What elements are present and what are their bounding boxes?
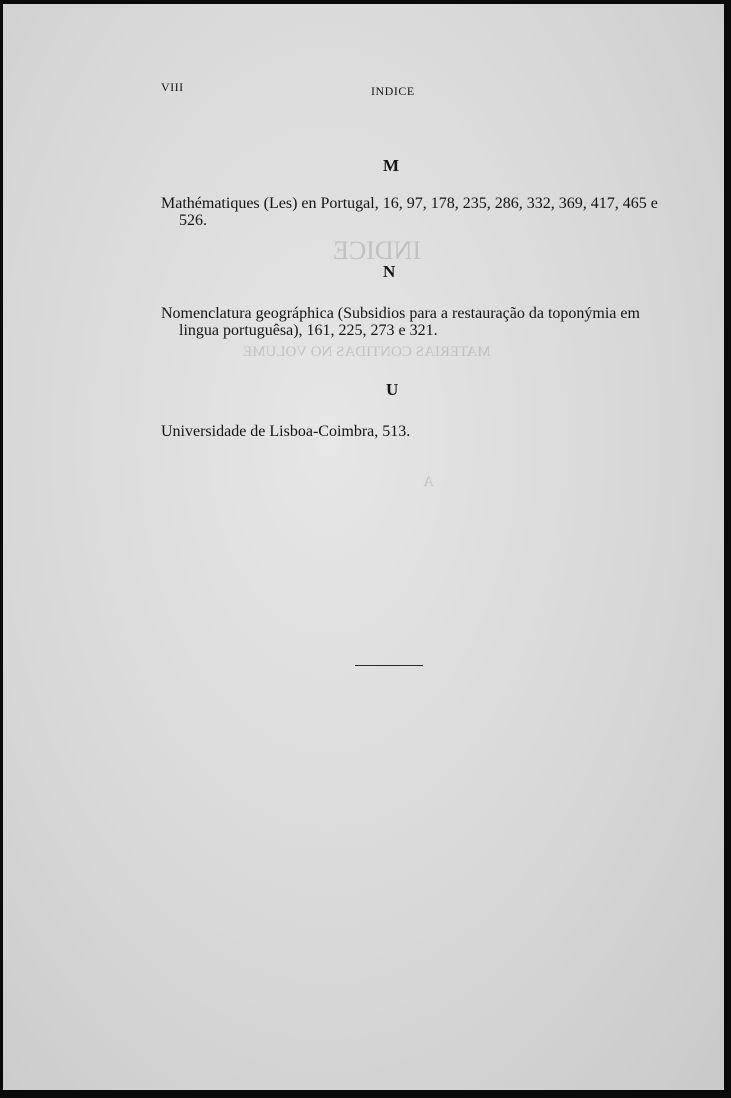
show-through-decoration: MATERIAS CONTIDAS NO VOLUME bbox=[243, 344, 491, 360]
show-through-decoration bbox=[163, 574, 167, 591]
section-letter: N bbox=[383, 262, 397, 281]
book-page bbox=[3, 4, 724, 1090]
running-head: INDICE bbox=[371, 84, 415, 98]
index-entry: Mathématiques (Les) en Portugal, 16, 97, 178, 235, 286, 332, 369, 417, 465 e 526. bbox=[161, 195, 658, 229]
page-number: VIII bbox=[161, 80, 184, 94]
section-letter: M bbox=[383, 156, 401, 175]
show-through-decoration: INDICE bbox=[333, 236, 422, 265]
index-entry: Nomenclatura geográphica (Subsidios para a restauração da toponýmia em lingua portuguêsa), 161, 225, 273 e 321. bbox=[161, 305, 640, 339]
show-through-decoration: A bbox=[423, 474, 434, 490]
index-entry: Universidade de Lisboa-Coimbra, 513. bbox=[161, 423, 411, 440]
section-letter: U bbox=[386, 380, 400, 399]
end-rule bbox=[355, 665, 423, 666]
